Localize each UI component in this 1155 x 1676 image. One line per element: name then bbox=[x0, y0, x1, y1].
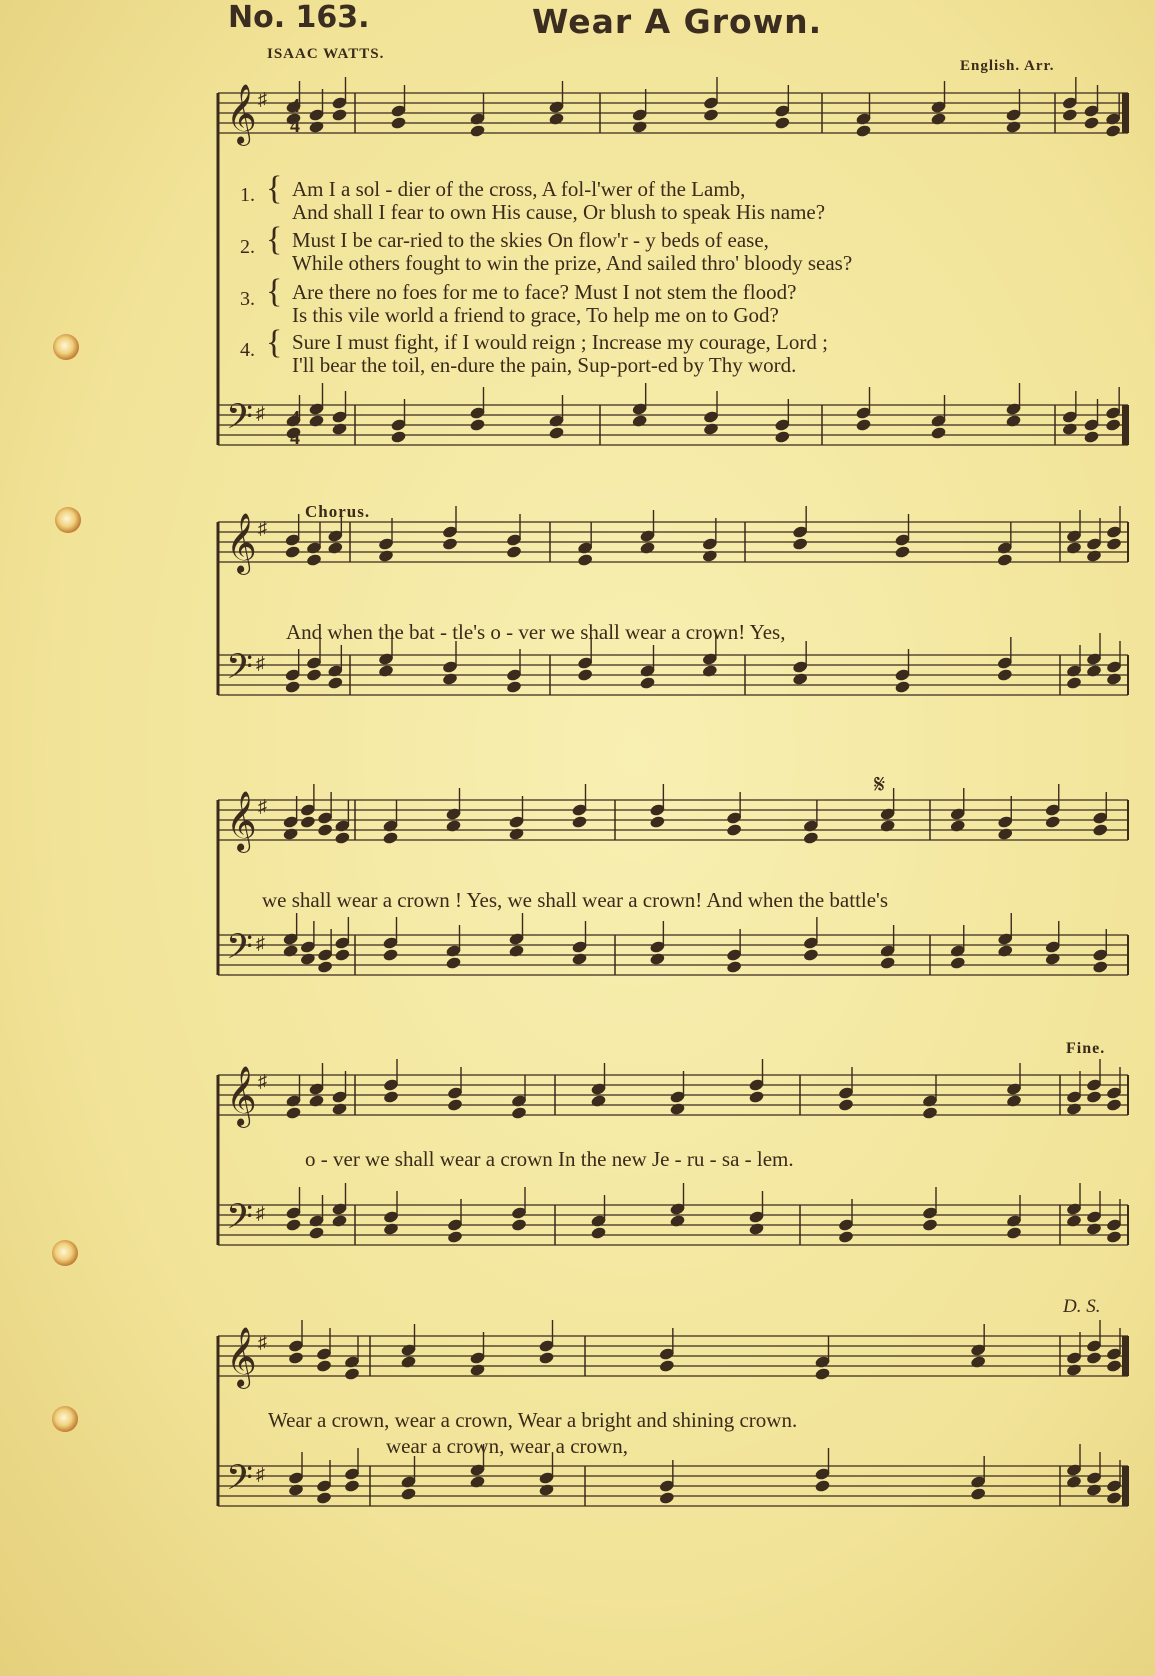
note-head bbox=[331, 108, 348, 122]
note-head bbox=[1005, 120, 1022, 134]
note-head bbox=[922, 1106, 939, 1120]
note-head bbox=[1106, 1230, 1123, 1244]
note-head bbox=[316, 1359, 333, 1373]
treble-clef: 𝄞 bbox=[226, 1327, 257, 1387]
note-head bbox=[590, 1226, 607, 1240]
note-head bbox=[538, 1351, 555, 1365]
verse-line: Is this vile world a friend to grace, To help me on to God? bbox=[292, 303, 779, 327]
chorus-label: Chorus. bbox=[305, 502, 371, 521]
note-head bbox=[590, 1094, 607, 1108]
verse-line: Sure I must fight, if I would reign ; Increase my courage, Lord ; bbox=[292, 330, 828, 354]
key-signature: ♯ bbox=[258, 89, 267, 109]
chorus-line-2: we shall wear a crown ! Yes, we shall wear a crown! And when the battle's bbox=[262, 888, 889, 912]
note-head bbox=[838, 1098, 855, 1112]
note-head bbox=[331, 1102, 348, 1116]
note-head bbox=[571, 952, 588, 966]
note-head bbox=[506, 680, 523, 694]
note-head bbox=[571, 815, 588, 829]
note-head bbox=[669, 1102, 686, 1116]
note-head bbox=[390, 430, 407, 444]
note-head bbox=[282, 944, 299, 958]
note-head bbox=[442, 672, 459, 686]
note-head bbox=[317, 960, 334, 974]
note-head bbox=[284, 545, 301, 559]
note-head bbox=[442, 537, 459, 551]
note-head bbox=[1092, 960, 1109, 974]
note-head bbox=[1066, 676, 1083, 690]
verse-line: Am I a sol - dier of the cross, A fol-l'wer of the Lamb, bbox=[292, 177, 746, 201]
note-head bbox=[1106, 1491, 1123, 1505]
time-signature: 4 bbox=[290, 427, 300, 449]
note-head bbox=[639, 676, 656, 690]
note-head bbox=[331, 422, 348, 436]
final-bar bbox=[1122, 93, 1128, 133]
bass-clef: 𝄢 bbox=[226, 646, 254, 695]
note-head bbox=[803, 831, 820, 845]
chorus-line-3: o - ver we shall wear a crown In the new Je - ru - sa - lem. bbox=[305, 1147, 794, 1171]
verse-number: 1. bbox=[240, 184, 255, 206]
note-head bbox=[814, 1479, 831, 1493]
note-head bbox=[548, 112, 565, 126]
note-head bbox=[445, 956, 462, 970]
verse-brace: { bbox=[266, 273, 283, 310]
note-head bbox=[997, 944, 1014, 958]
note-head bbox=[649, 815, 666, 829]
key-signature: ♯ bbox=[258, 518, 267, 538]
note-head bbox=[1083, 430, 1100, 444]
note-head bbox=[1006, 1226, 1023, 1240]
note-head bbox=[548, 426, 565, 440]
bass-clef: 𝄢 bbox=[226, 1196, 254, 1245]
note-head bbox=[997, 827, 1014, 841]
verse-line: Are there no foes for me to face? Must I not stem the flood? bbox=[292, 280, 797, 304]
final-bar bbox=[1122, 1466, 1128, 1506]
time-signature: 4 bbox=[290, 407, 300, 429]
treble-clef: 𝄞 bbox=[226, 1066, 257, 1126]
note-head bbox=[300, 815, 317, 829]
note-head bbox=[997, 553, 1014, 567]
note-head bbox=[702, 664, 719, 678]
note-head bbox=[1066, 1214, 1083, 1228]
note-head bbox=[1066, 541, 1083, 555]
note-head bbox=[879, 819, 896, 833]
note-head bbox=[284, 680, 301, 694]
note-head bbox=[383, 1222, 400, 1236]
note-head bbox=[1086, 1351, 1103, 1365]
note-head bbox=[855, 418, 872, 432]
note-head bbox=[447, 1098, 464, 1112]
note-head bbox=[669, 1214, 686, 1228]
note-head bbox=[327, 541, 344, 555]
verse-line: I'll bear the toil, en-dure the pain, Sup-port-ed by Thy word. bbox=[292, 353, 797, 377]
note-head bbox=[639, 541, 656, 555]
note-head bbox=[511, 1218, 528, 1232]
note-head bbox=[300, 952, 317, 966]
note-head bbox=[949, 819, 966, 833]
note-head bbox=[774, 430, 791, 444]
note-head bbox=[1105, 418, 1122, 432]
note-head bbox=[792, 537, 809, 551]
note-head bbox=[344, 1479, 361, 1493]
note-head bbox=[1083, 116, 1100, 130]
verse-number: 3. bbox=[240, 288, 255, 310]
time-signature: 4 bbox=[290, 95, 300, 117]
note-head bbox=[814, 1367, 831, 1381]
final-bar bbox=[1122, 405, 1128, 445]
note-head bbox=[1005, 414, 1022, 428]
treble-clef: 𝄞 bbox=[226, 84, 257, 144]
ds-mark: D. S. bbox=[1063, 1296, 1101, 1317]
final-bar bbox=[1122, 1336, 1128, 1376]
note-head bbox=[317, 823, 334, 837]
note-head bbox=[792, 672, 809, 686]
note-head bbox=[511, 1106, 528, 1120]
note-head bbox=[508, 944, 525, 958]
note-head bbox=[316, 1491, 333, 1505]
chorus-line-1: And when the bat - tle's o - ver we shall wear a crown! Yes, bbox=[286, 620, 786, 644]
fine-mark: Fine. bbox=[1066, 1040, 1106, 1057]
key-signature: ♯ bbox=[258, 1332, 267, 1352]
hymn-number: No. 163. bbox=[228, 0, 370, 35]
note-head bbox=[1086, 1483, 1103, 1497]
key-signature: ♯ bbox=[258, 1071, 267, 1091]
note-head bbox=[922, 1218, 939, 1232]
note-head bbox=[1066, 1102, 1083, 1116]
note-head bbox=[726, 960, 743, 974]
note-head bbox=[659, 1491, 676, 1505]
note-head bbox=[631, 120, 648, 134]
note-head bbox=[1105, 124, 1122, 138]
note-head bbox=[930, 112, 947, 126]
note-head bbox=[1066, 1363, 1083, 1377]
note-head bbox=[334, 948, 351, 962]
note-head bbox=[970, 1355, 987, 1369]
bass-clef: 𝄢 bbox=[226, 926, 254, 975]
note-head bbox=[334, 831, 351, 845]
note-head bbox=[930, 426, 947, 440]
note-head bbox=[1086, 1222, 1103, 1236]
chorus-line-4: Wear a crown, wear a crown, Wear a bright and shining crown. bbox=[268, 1408, 798, 1432]
note-head bbox=[469, 1475, 486, 1489]
note-head bbox=[702, 549, 719, 563]
note-head bbox=[703, 108, 720, 122]
note-head bbox=[390, 116, 407, 130]
note-head bbox=[949, 956, 966, 970]
note-head bbox=[879, 956, 896, 970]
note-head bbox=[970, 1487, 987, 1501]
note-head bbox=[506, 545, 523, 559]
note-head bbox=[1106, 1098, 1123, 1112]
verse-number: 4. bbox=[240, 339, 255, 361]
note-head bbox=[1106, 1359, 1123, 1373]
note-head bbox=[288, 1351, 305, 1365]
note-head bbox=[1066, 1475, 1083, 1489]
note-head bbox=[469, 1363, 486, 1377]
segno-sign: 𝄋 bbox=[874, 770, 886, 799]
hymn-author: ISAAC WATTS. bbox=[267, 46, 385, 62]
note-head bbox=[308, 120, 325, 134]
verse-line: Must I be car-ried to the skies On flow'r - y beds of ease, bbox=[292, 228, 769, 252]
note-head bbox=[508, 827, 525, 841]
verse-brace: { bbox=[266, 170, 283, 207]
note-head bbox=[306, 553, 323, 567]
note-head bbox=[447, 1230, 464, 1244]
note-head bbox=[748, 1090, 765, 1104]
note-head bbox=[285, 1218, 302, 1232]
note-head bbox=[894, 545, 911, 559]
note-head bbox=[1092, 823, 1109, 837]
note-head bbox=[331, 1214, 348, 1228]
note-head bbox=[577, 553, 594, 567]
verse-line: While others fought to win the prize, And sailed thro' bloody seas? bbox=[292, 251, 853, 275]
verse-brace: { bbox=[266, 324, 283, 361]
note-head bbox=[855, 124, 872, 138]
note-head bbox=[1044, 815, 1061, 829]
treble-clef: 𝄞 bbox=[226, 513, 257, 573]
note-head bbox=[1106, 537, 1123, 551]
note-head bbox=[1106, 672, 1123, 686]
note-head bbox=[344, 1367, 361, 1381]
note-head bbox=[469, 124, 486, 138]
note-head bbox=[1006, 1094, 1023, 1108]
note-head bbox=[649, 952, 666, 966]
key-signature: ♯ bbox=[256, 933, 265, 953]
note-head bbox=[400, 1487, 417, 1501]
hymn-title: Wear A Grown. bbox=[532, 2, 823, 41]
note-head bbox=[1086, 549, 1103, 563]
note-head bbox=[774, 116, 791, 130]
note-head bbox=[726, 823, 743, 837]
note-head bbox=[469, 418, 486, 432]
verse-line: And shall I fear to own His cause, Or blush to speak His name? bbox=[292, 200, 826, 224]
note-head bbox=[894, 680, 911, 694]
note-head bbox=[308, 1226, 325, 1240]
note-head bbox=[445, 819, 462, 833]
note-head bbox=[382, 831, 399, 845]
key-signature: ♯ bbox=[258, 796, 267, 816]
key-signature: ♯ bbox=[256, 653, 265, 673]
bass-clef: 𝄢 bbox=[226, 396, 254, 445]
note-head bbox=[577, 668, 594, 682]
note-head bbox=[378, 549, 395, 563]
chorus-line-4-alto: wear a crown, wear a crown, bbox=[386, 1434, 628, 1458]
note-head bbox=[748, 1222, 765, 1236]
note-head bbox=[803, 948, 820, 962]
key-signature: ♯ bbox=[256, 1203, 265, 1223]
key-signature: ♯ bbox=[256, 403, 265, 423]
verse-brace: { bbox=[266, 221, 283, 258]
note-head bbox=[285, 1106, 302, 1120]
note-head bbox=[1044, 952, 1061, 966]
note-head bbox=[400, 1355, 417, 1369]
note-head bbox=[288, 1483, 305, 1497]
time-signature: 4 bbox=[290, 115, 300, 137]
note-head bbox=[308, 1094, 325, 1108]
note-head bbox=[1062, 108, 1079, 122]
note-head bbox=[327, 676, 344, 690]
note-head bbox=[1062, 422, 1079, 436]
note-head bbox=[306, 668, 323, 682]
note-head bbox=[383, 1090, 400, 1104]
note-head bbox=[308, 414, 325, 428]
note-head bbox=[703, 422, 720, 436]
hymn-arranger: English. Arr. bbox=[960, 58, 1055, 74]
key-signature: ♯ bbox=[256, 1464, 265, 1484]
note-head bbox=[838, 1230, 855, 1244]
note-head bbox=[659, 1359, 676, 1373]
note-head bbox=[382, 948, 399, 962]
note-head bbox=[282, 827, 299, 841]
note-head bbox=[378, 664, 395, 678]
verse-number: 2. bbox=[240, 236, 255, 258]
note-head bbox=[1086, 664, 1103, 678]
note-head bbox=[538, 1483, 555, 1497]
bass-clef: 𝄢 bbox=[226, 1457, 254, 1506]
note-head bbox=[631, 414, 648, 428]
treble-clef: 𝄞 bbox=[226, 791, 257, 851]
note-head bbox=[1086, 1090, 1103, 1104]
note-head bbox=[997, 668, 1014, 682]
